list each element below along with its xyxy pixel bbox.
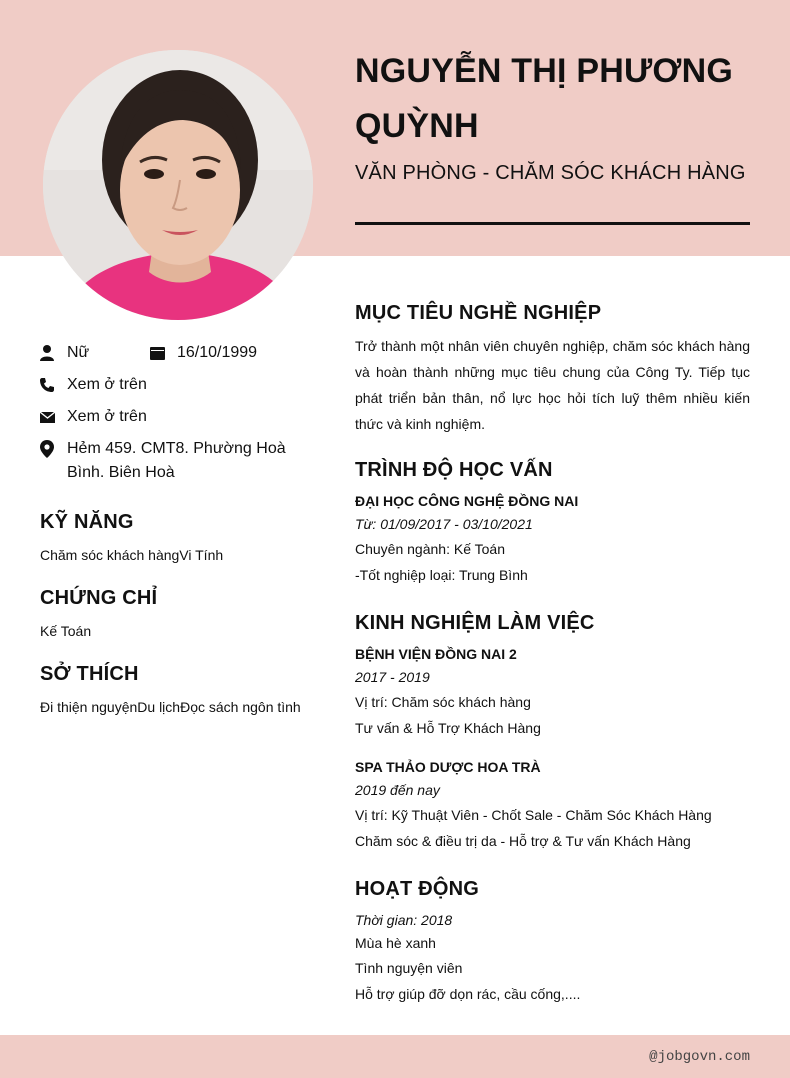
skills-text: Chăm sóc khách hàngVi Tính xyxy=(40,547,224,563)
candidate-name: NGUYỄN THỊ PHƯƠNG QUỲNH xyxy=(355,52,733,145)
person-icon xyxy=(40,341,58,365)
education-major: Chuyên ngành: Kế Toán xyxy=(355,541,505,557)
phone-row xyxy=(40,373,147,397)
header-divider xyxy=(355,222,750,225)
experience-title: KINH NGHIỆM LÀM VIỆC xyxy=(355,612,595,634)
activity-item: Tình nguyện viên xyxy=(355,960,463,976)
education-grade: -Tốt nghiệp loại: Trung Bình xyxy=(355,567,528,583)
education-title: TRÌNH ĐỘ HỌC VẤN xyxy=(355,459,553,481)
activity-item: Mùa hè xanh xyxy=(355,935,436,951)
birthday-value: 16/10/1999 xyxy=(177,344,258,361)
job-period: 2017 - 2019 xyxy=(355,669,430,685)
job-position: Vị trí: Chăm sóc khách hàng xyxy=(355,694,531,710)
profile-photo xyxy=(43,50,313,320)
job-company: BỆNH VIỆN ĐỒNG NAI 2 xyxy=(355,646,517,662)
certificates-text: Kế Toán xyxy=(40,623,92,639)
job-period: 2019 đến nay xyxy=(355,782,440,798)
gender-value: Nữ xyxy=(67,344,90,361)
phone-icon xyxy=(40,373,58,397)
gender-row xyxy=(40,341,89,365)
email-value: Xem ở trên xyxy=(67,408,147,425)
job-detail: Tư vấn & Hỗ Trợ Khách Hàng xyxy=(355,720,541,736)
footer-watermark: @jobgovn.com xyxy=(649,1049,750,1065)
address-value: Hẻm 459. CMT8. Phường Hoà Bình. Biên Hoà xyxy=(67,440,286,481)
calendar-icon xyxy=(150,341,168,365)
envelope-icon xyxy=(40,405,58,429)
activities-title: HOẠT ĐỘNG xyxy=(355,878,480,900)
job-detail: Chăm sóc & điều trị da - Hỗ trợ & Tư vấn Khách Hàng xyxy=(355,833,691,849)
phone-value: Xem ở trên xyxy=(67,376,147,393)
objective-text: Trở thành một nhân viên chuyên nghiệp, chăm sóc khách hàng và hoàn thành những mục tiêu chung của Công Ty. Tiếp tục phát triển bản thân, nổ lực học hỏi tích luỹ thêm nhiều kiến thức và kinh nghiệm. xyxy=(355,338,750,432)
footer-band xyxy=(0,1035,790,1078)
job-position: Vị trí: Kỹ Thuật Viên - Chốt Sale - Chăm Sóc Khách Hàng xyxy=(355,807,712,823)
certificates-title: CHỨNG CHỈ xyxy=(40,587,158,609)
portrait-illustration xyxy=(43,50,313,320)
education-period: Từ: 01/09/2017 - 03/10/2021 xyxy=(355,516,533,532)
address-row xyxy=(40,437,300,485)
birthday-row xyxy=(150,341,257,365)
education-school: ĐẠI HỌC CÔNG NGHỆ ĐỒNG NAI xyxy=(355,493,579,509)
hobbies-text: Đi thiện nguyệnDu lịchĐọc sách ngôn tình xyxy=(40,699,301,715)
activity-time: Thời gian: 2018 xyxy=(355,912,453,928)
job-company: SPA THẢO DƯỢC HOA TRÀ xyxy=(355,759,541,775)
skills-title: KỸ NĂNG xyxy=(40,511,134,533)
location-pin-icon xyxy=(40,437,58,461)
activity-item: Hỗ trợ giúp đỡ dọn rác, cầu cống,.... xyxy=(355,986,581,1002)
objective-title: MỤC TIÊU NGHỀ NGHIỆP xyxy=(355,302,602,324)
desired-position: VĂN PHÒNG - CHĂM SÓC KHÁCH HÀNG xyxy=(355,162,746,184)
hobbies-title: SỞ THÍCH xyxy=(40,663,139,685)
email-row xyxy=(40,405,147,429)
